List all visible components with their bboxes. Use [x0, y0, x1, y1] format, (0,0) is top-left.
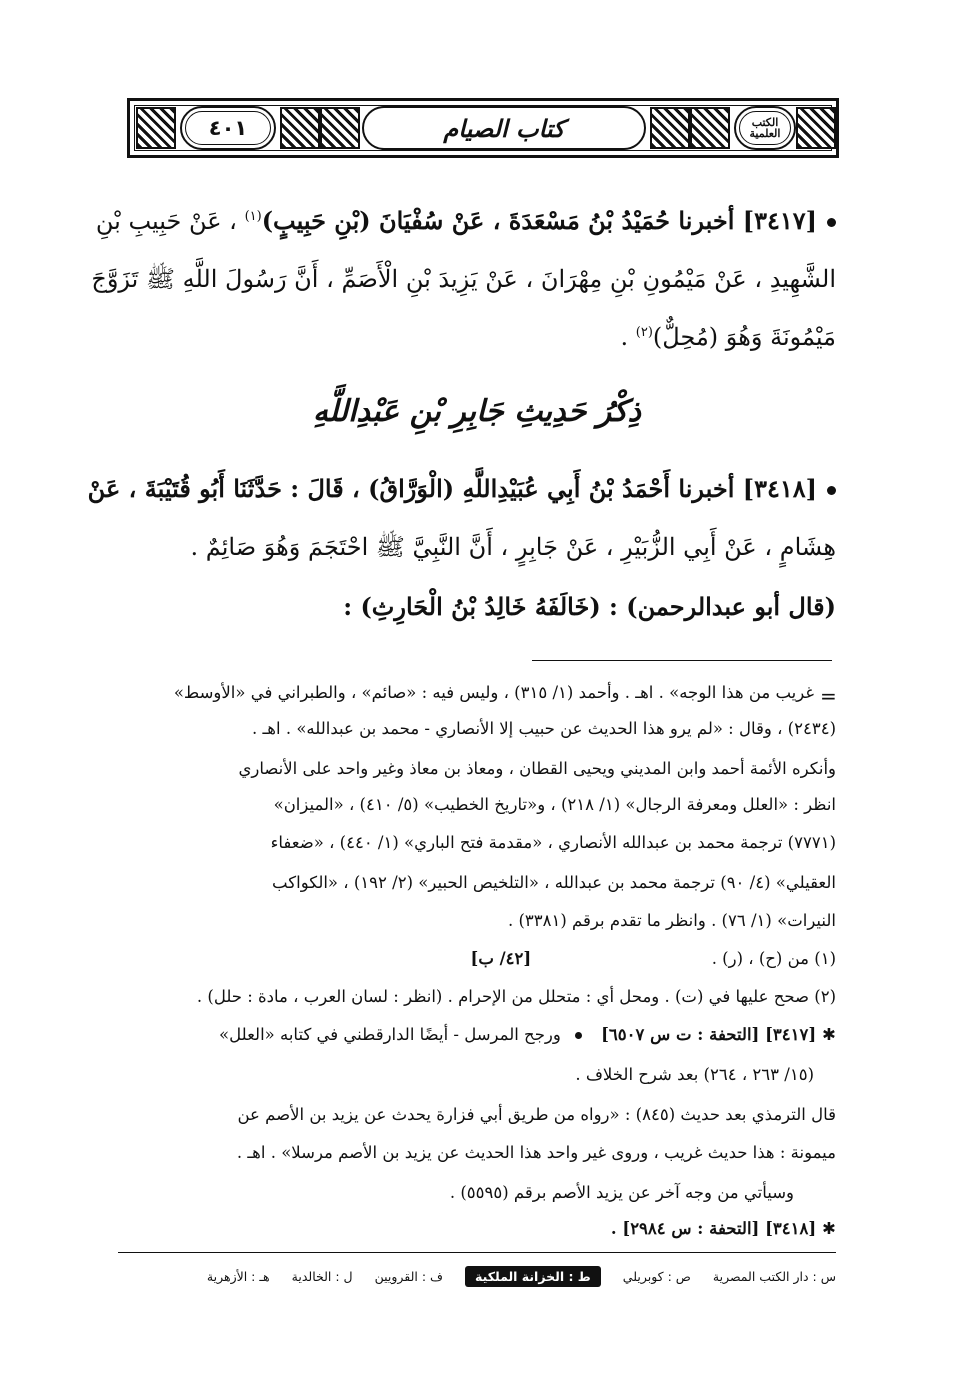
page-header	[127, 98, 839, 158]
legend-item-sad: ص : كوبريلي	[622, 1268, 691, 1284]
footnote-line-4: انظر : «العلل ومعرفة الرجال» (١/ ٢١٨) ، و«تاريخ الخطيب» (٥/ ٤١٠) ، «الميزان»	[273, 795, 836, 814]
footnote-separator	[532, 660, 832, 661]
footnote-ref-1: (١)	[244, 209, 262, 224]
bullet-icon	[575, 1032, 582, 1039]
footnote-line-5: (٧٧٧١) ترجمة محمد بن عبدالله الأنصاري ، «مقدمة فتح الباري» (١/ ٤٤٠) ، «ضعفاء	[270, 833, 836, 852]
note-2: (٢) صحح عليها في (ت) . ومحل أي : متحلل من الإحرام . (انظر : لسان العرب ، مادة : حلل) .	[196, 987, 836, 1006]
hadith-3417-line-3	[621, 320, 837, 354]
legend-item-s: س : دار الكتب المصرية	[712, 1268, 836, 1284]
hadith-3418-line-1	[88, 472, 836, 506]
footnote-line-6: العقيلي» (٤/ ٩٠) ترجمة محمد بن عبدالله ، «التلخيص الحبير» (٢/ ١٩٢) ، «الكواكب	[272, 873, 836, 892]
tirmidhi-line-3: وسيأتي من وجه آخر عن يزيد الأصم برقم (٥٥٩٥) .	[449, 1183, 794, 1202]
manuscript-legend	[118, 1262, 836, 1290]
legend-item-ha: هـ : الأزهرية	[206, 1268, 270, 1284]
hadith-3418-line-2	[191, 530, 836, 564]
ornament-center-left-2-icon	[320, 107, 360, 149]
ornament-center-right-icon	[650, 107, 690, 149]
hadith-3418-text-2: هِشَامٍ ، عَنْ أَبِي الزُّبَيْرِ ، عَنْ جَابِرٍ ، أَنَّ النَّبِيَّ ﷺ احْتَجَمَ وَهُوَ صَائِمٌ .	[190, 533, 836, 561]
tirmidhi-line-2: ميمونة : هذا حديث غريب ، وروى غير واحد هذا الحديث عن يزيد بن الأصم مرسلا» . اهـ .	[236, 1143, 836, 1162]
takhrij-3418	[611, 1216, 836, 1242]
ornament-center-left-icon	[280, 107, 320, 149]
takhrij-3417-line-2: (١٥/ ٢٦٣ ، ٢٦٤) بعد شرح الخلاف .	[575, 1065, 814, 1084]
ornament-center-right-2-icon	[690, 107, 730, 149]
footnote-ref-2: (٢)	[635, 325, 653, 340]
hadith-3417-line-2	[91, 262, 836, 296]
footnote-line-2: (٢٤٣٤) ، وقال : «لم يرو هذا الحديث عن حبيب إلا الأنصاري - محمد بن عبدالله» . اهـ .	[251, 719, 836, 738]
legend-item-lam: ل : الخالدية	[291, 1268, 353, 1284]
hadith-3417-text-1: [٣٤١٧] أخبرنا حُمَيْدُ بْنُ مَسْعَدَةَ ، عَنْ سُفْيَانَ (بْنِ حَبِيبٍ)	[261, 206, 817, 235]
hadith-3417-text-3: مَيْمُونَةَ وَهُوَ (مُحِلٌّ)	[652, 323, 836, 351]
footnote-line-7: النيرات» (١/ ٧٦) . وانظر ما تقدم برقم (٣٣٨١) .	[507, 911, 836, 930]
note-1-text: (١) من (ح) ، (ر) .	[711, 949, 836, 968]
asterisk-icon: ✱	[822, 1219, 836, 1238]
tirmidhi-line-1: قال الترمذي بعد حديث (٨٤٥) : «رواه من طريق أبي فزارة يحدث عن يزيد بن الأصم عن	[237, 1105, 836, 1124]
publisher-logo-frame	[734, 106, 796, 150]
hadith-3418-text-3: (قال أبو عبدالرحمن) : (خَالَفَهُ خَالِدُ بْنُ الْحَارِثِ) :	[343, 592, 836, 621]
book-title: كتاب الصيام	[443, 113, 565, 143]
page-number: ٤٠١	[208, 116, 248, 140]
hadith-3417-line-1	[96, 204, 836, 238]
footnote-line-3: وأنكره الأئمة أحمد وابن المديني ويحيى القطان ، ومعاذ بن معاذ وغير واحد على الأنصاري	[238, 759, 836, 778]
ornament-left-icon	[136, 107, 176, 149]
hadith-3417-text-2: الشَّهِيدِ ، عَنْ مَيْمُونِ بْنِ مِهْرَانَ ، عَنْ يَزِيدَ بْنِ الْأَصَمِّ ، أَنَّ رَسُولَ اللَّهِ ﷺ تَزَوَّجَ	[91, 265, 836, 293]
hadith-3417-text-1-tail: ، عَنْ حَبِيبِ بْنِ	[95, 207, 237, 235]
publisher-logo: الكتب العلمية	[749, 116, 781, 140]
page-number-frame	[180, 106, 276, 150]
takhrij-3417	[219, 1022, 836, 1048]
asterisk-icon: ✱	[822, 1025, 836, 1044]
bullet-icon	[827, 486, 836, 495]
legend-item-fa: ف : القرويين	[374, 1268, 444, 1284]
header-title-frame	[362, 106, 646, 150]
note-1	[471, 946, 836, 972]
legend-item-ta: ط : الخزانة الملكية	[465, 1266, 601, 1287]
hadith-3417-text-3-tail: .	[620, 323, 629, 351]
footnote-line-1: غريب من هذا الوجه» . اهـ . وأحمد (١/ ٣١٥) ، وليس فيه : «صائم» ، والطبراني في «الأوسط»	[173, 683, 814, 702]
takhrij-3417-note: ورجح المرسل - أيضًا الدارقطني في كتابه «العلل»	[219, 1025, 561, 1044]
hadith-3418-line-3	[343, 590, 836, 624]
continuation-mark: =	[820, 684, 837, 708]
folio-marker: [٤٢/ ب]	[470, 949, 532, 968]
hadith-3418-text-1: [٣٤١٨] أخبرنا أَحْمَدُ بْنُ أَبِي عُبَيْدِاللَّهِ (الْوَرَّاقُ) ، قَالَ : حَدَّثَنَا أَبُو قُتَيْبَةَ ، عَنْ	[87, 474, 817, 503]
bullet-icon	[827, 218, 836, 227]
section-heading: ذِكْرُ حَدِيثِ جَابِرِ بْنِ عَبْدِاللَّهِ	[312, 394, 642, 429]
takhrij-3418-ref: [٣٤١٨] [التحفة : س ٢٩٨٤] .	[610, 1219, 817, 1238]
legend-separator	[118, 1252, 836, 1253]
takhrij-3417-ref: [٣٤١٧] [التحفة : ت س ٦٥٠٧]	[601, 1025, 817, 1044]
ornament-right-icon	[796, 107, 836, 149]
